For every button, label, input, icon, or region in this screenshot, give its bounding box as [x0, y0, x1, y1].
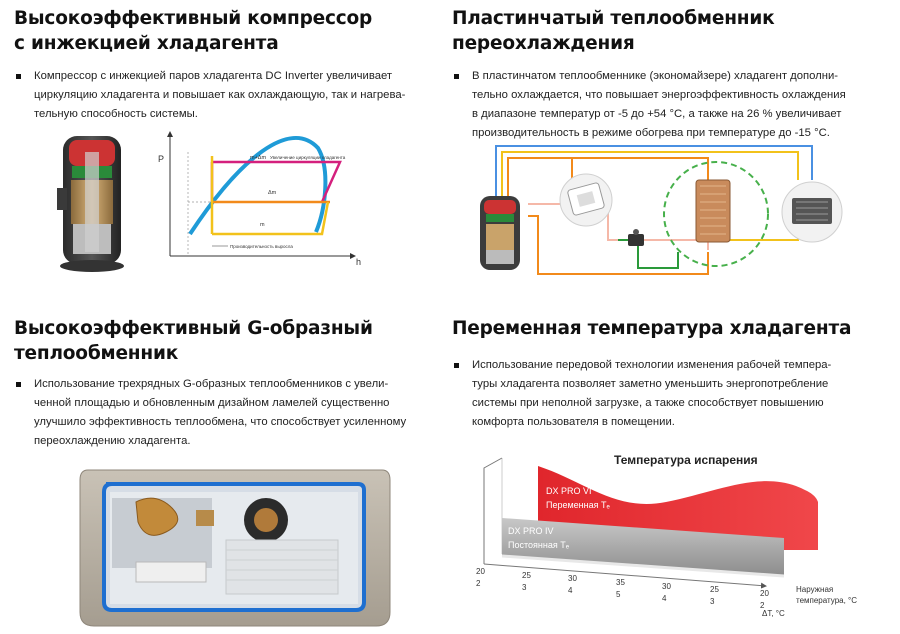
outdoor-unit-image	[76, 462, 394, 630]
section-compressor	[14, 6, 434, 124]
x-ticks	[476, 567, 769, 610]
section-g-exchanger	[14, 316, 440, 451]
label-mid: Δm	[268, 190, 277, 196]
tick-top: 30	[568, 574, 577, 583]
tick-bottom: 4	[662, 594, 667, 603]
valve-icon	[628, 234, 644, 246]
series-label-iv-sub: Постоянная Тₑ	[508, 540, 570, 550]
series-label-vi: DX PRO VI	[546, 486, 592, 496]
bullet-icon	[16, 382, 21, 387]
axis-label-outdoor-unit: температура, °C	[796, 596, 858, 605]
section-text: В пластинчатом теплообменнике (экономайзере) хладагент дополни- тельно охлаждается, что повышает энергоэффективность охлаждения в диапазоне температур от -5 до +54 °C, а также на 26 % увеличивает производительность в режиме обогрева при температуре до -15 °C.	[452, 67, 892, 143]
section-title: Высокоэффективный G-образный теплообменник	[14, 318, 373, 364]
compressor-image	[55, 128, 135, 278]
section-text: Использование трехрядных G-образных теплообменников с увели- ченной площадью и обновленным дизайном ламелей существенно улучшило эффективность теплообмена, что способствует усиленному переохлаждению хладагента.	[14, 375, 440, 451]
label-top: m+Δm	[250, 155, 267, 161]
bullet-icon	[454, 363, 459, 368]
evap-temp-chart	[466, 446, 896, 630]
section-plate-exchanger	[452, 6, 892, 143]
section-text: Компрессор с инжекцией паров хладагента DC Inverter увеличивает циркуляцию хладагента и повышает как охлаждающую, так и нагрева- тельную способность системы.	[14, 67, 434, 124]
tick-top: 25	[522, 571, 531, 580]
bullet-icon	[454, 74, 459, 79]
ph-diagram	[150, 128, 365, 268]
tick-bottom: 5	[616, 590, 621, 599]
axis-label-delta-t: ΔT, °C	[762, 609, 785, 618]
label-capacity: Производительность выросла	[230, 244, 293, 249]
tick-top: 20	[476, 567, 485, 576]
tick-top: 35	[616, 578, 625, 587]
axis-label-outdoor: Наружная	[796, 585, 834, 594]
tick-bottom: 4	[568, 586, 573, 595]
section-title: Переменная температура хладагента	[452, 318, 852, 339]
plate-exchanger-icon	[696, 180, 730, 242]
label-top-note: Увеличение циркуляции хладагента	[270, 155, 346, 160]
tick-bottom: 2	[760, 601, 765, 610]
section-title: Пластинчатый теплообменник переохлаждения	[452, 8, 775, 54]
saturation-dome	[190, 138, 325, 234]
section-title: Высокоэффективный компрессор с инжекцией хладагента	[14, 8, 373, 54]
axis-h-label: h	[356, 257, 362, 267]
series-label-iv: DX PRO IV	[508, 526, 554, 536]
tick-top: 20	[760, 589, 769, 598]
section-text: Использование передовой технологии изменения рабочей темпера- туры хладагента позволяет заметно уменьшить энергопотребление системы при неполной загрузке, а также способствует повышению комфорта пользователя в помещении.	[452, 356, 892, 432]
tick-bottom: 3	[522, 583, 527, 592]
axis-p-label: P	[158, 154, 165, 164]
tick-bottom: 3	[710, 597, 715, 606]
tick-bottom: 2	[476, 579, 481, 588]
tick-top: 30	[662, 582, 671, 591]
section-variable-temp	[452, 316, 892, 432]
chart-title: Температура испарения	[614, 453, 758, 467]
label-bottom: m	[260, 222, 265, 228]
circuit-diagram	[468, 140, 848, 280]
tick-top: 25	[710, 585, 719, 594]
bullet-icon	[16, 74, 21, 79]
series-label-vi-sub: Переменная Тₑ	[546, 500, 610, 510]
